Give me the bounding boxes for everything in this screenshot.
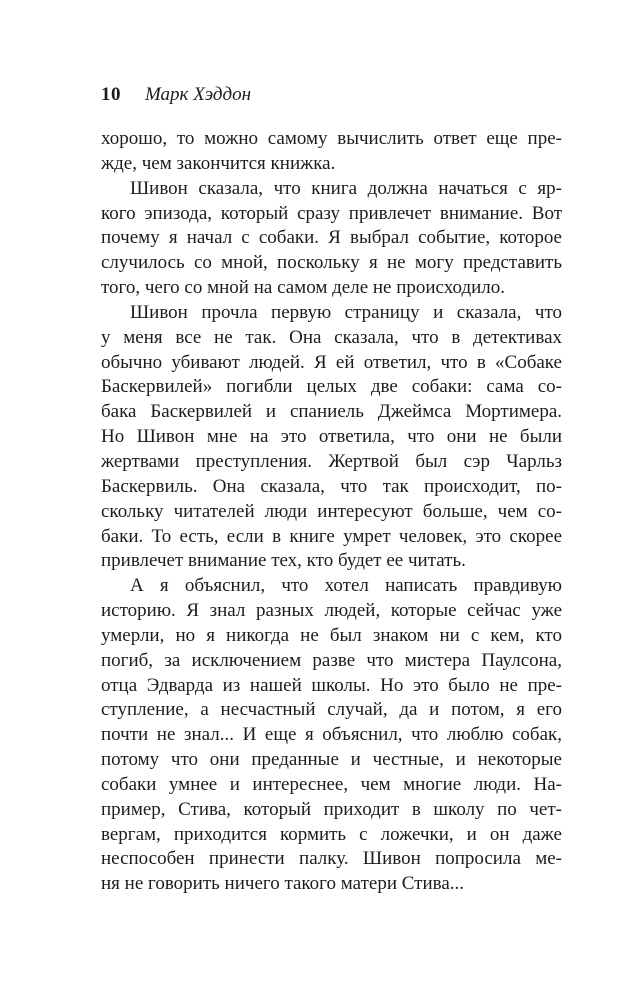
text-line: историю. Я знал разных людей, которые сейчас уже: [101, 600, 562, 622]
paragraph: [101, 574, 562, 897]
text-line: того, чего со мной на самом деле не происходило.: [101, 277, 506, 299]
text-line: ня не говорить ничего такого матери Стива...: [101, 873, 465, 895]
text-line: погиб, за исключением разве что мистера Паулсона,: [101, 649, 562, 671]
text-line: привлечет внимание тех, кто будет ее читать.: [101, 550, 466, 572]
text-line: почти не знал... И еще я объяснил, что люблю собак,: [101, 724, 562, 746]
text-line: скольку читателей люди интересуют больше, чем со-: [101, 500, 562, 522]
text-line: баки. То есть, если в книге умрет человек, это скорее: [101, 525, 562, 547]
text-line: Но Шивон мне на это ответила, что они не были: [101, 426, 562, 448]
text-line: ступление, а несчастный случай, да и потом, я его: [101, 699, 562, 721]
page-number: 10: [101, 84, 121, 105]
text-line: отца Эдварда из нашей школы. Но это было не пре-: [101, 674, 562, 696]
text-line: Баскервилей» погибли целых две собаки: сама со-: [101, 376, 562, 398]
text-line: потому что они преданные и честные, и некоторые: [101, 749, 562, 771]
paragraph: [101, 301, 562, 574]
running-author: Марк Хэддон: [145, 84, 252, 105]
text-line: жде, чем закончится книжка.: [101, 152, 336, 174]
text-line: умерли, но я никогда не был знаком ни с кем, кто: [101, 624, 562, 646]
text-line: случилось со мной, поскольку я не могу представить: [101, 252, 562, 274]
page-body: [101, 127, 562, 897]
text-line: у меня все не так. Она сказала, что в детективах: [101, 326, 562, 348]
text-line: хорошо, то можно самому вычислить ответ еще пре-: [101, 128, 562, 149]
text-line: жертвами преступления. Жертвой был сэр Чарльз: [101, 450, 562, 472]
text-line: вергам, приходится кормить с ложечки, и он даже: [101, 823, 562, 845]
page-header: [101, 84, 562, 106]
text-line: обычно убивают людей. Я ей ответил, что в «Собаке: [101, 351, 562, 373]
text-line: бака Баскервилей и спаниель Джеймса Мортимера.: [101, 401, 562, 423]
text-line: неспособен принести палку. Шивон попросила ме-: [101, 848, 562, 870]
text-line: Шивон сказала, что книга должна начаться с яр-: [130, 177, 562, 199]
text-line: А я объяснил, что хотел написать правдивую: [130, 575, 562, 597]
text-line: собаки умнее и интереснее, чем многие люди. На-: [101, 773, 562, 795]
text-line: Шивон прочла первую страницу и сказала, что: [130, 301, 562, 323]
paragraph: [101, 127, 562, 177]
paragraph: [101, 177, 562, 301]
text-line: пример, Стива, который приходит в школу по чет-: [101, 798, 562, 820]
text-line: Баскервиль. Она сказала, что так происходит, по-: [101, 475, 562, 497]
text-line: почему я начал с собаки. Я выбрал событие, которое: [101, 227, 562, 249]
text-line: кого эпизода, который сразу привлечет внимание. Вот: [101, 202, 562, 224]
